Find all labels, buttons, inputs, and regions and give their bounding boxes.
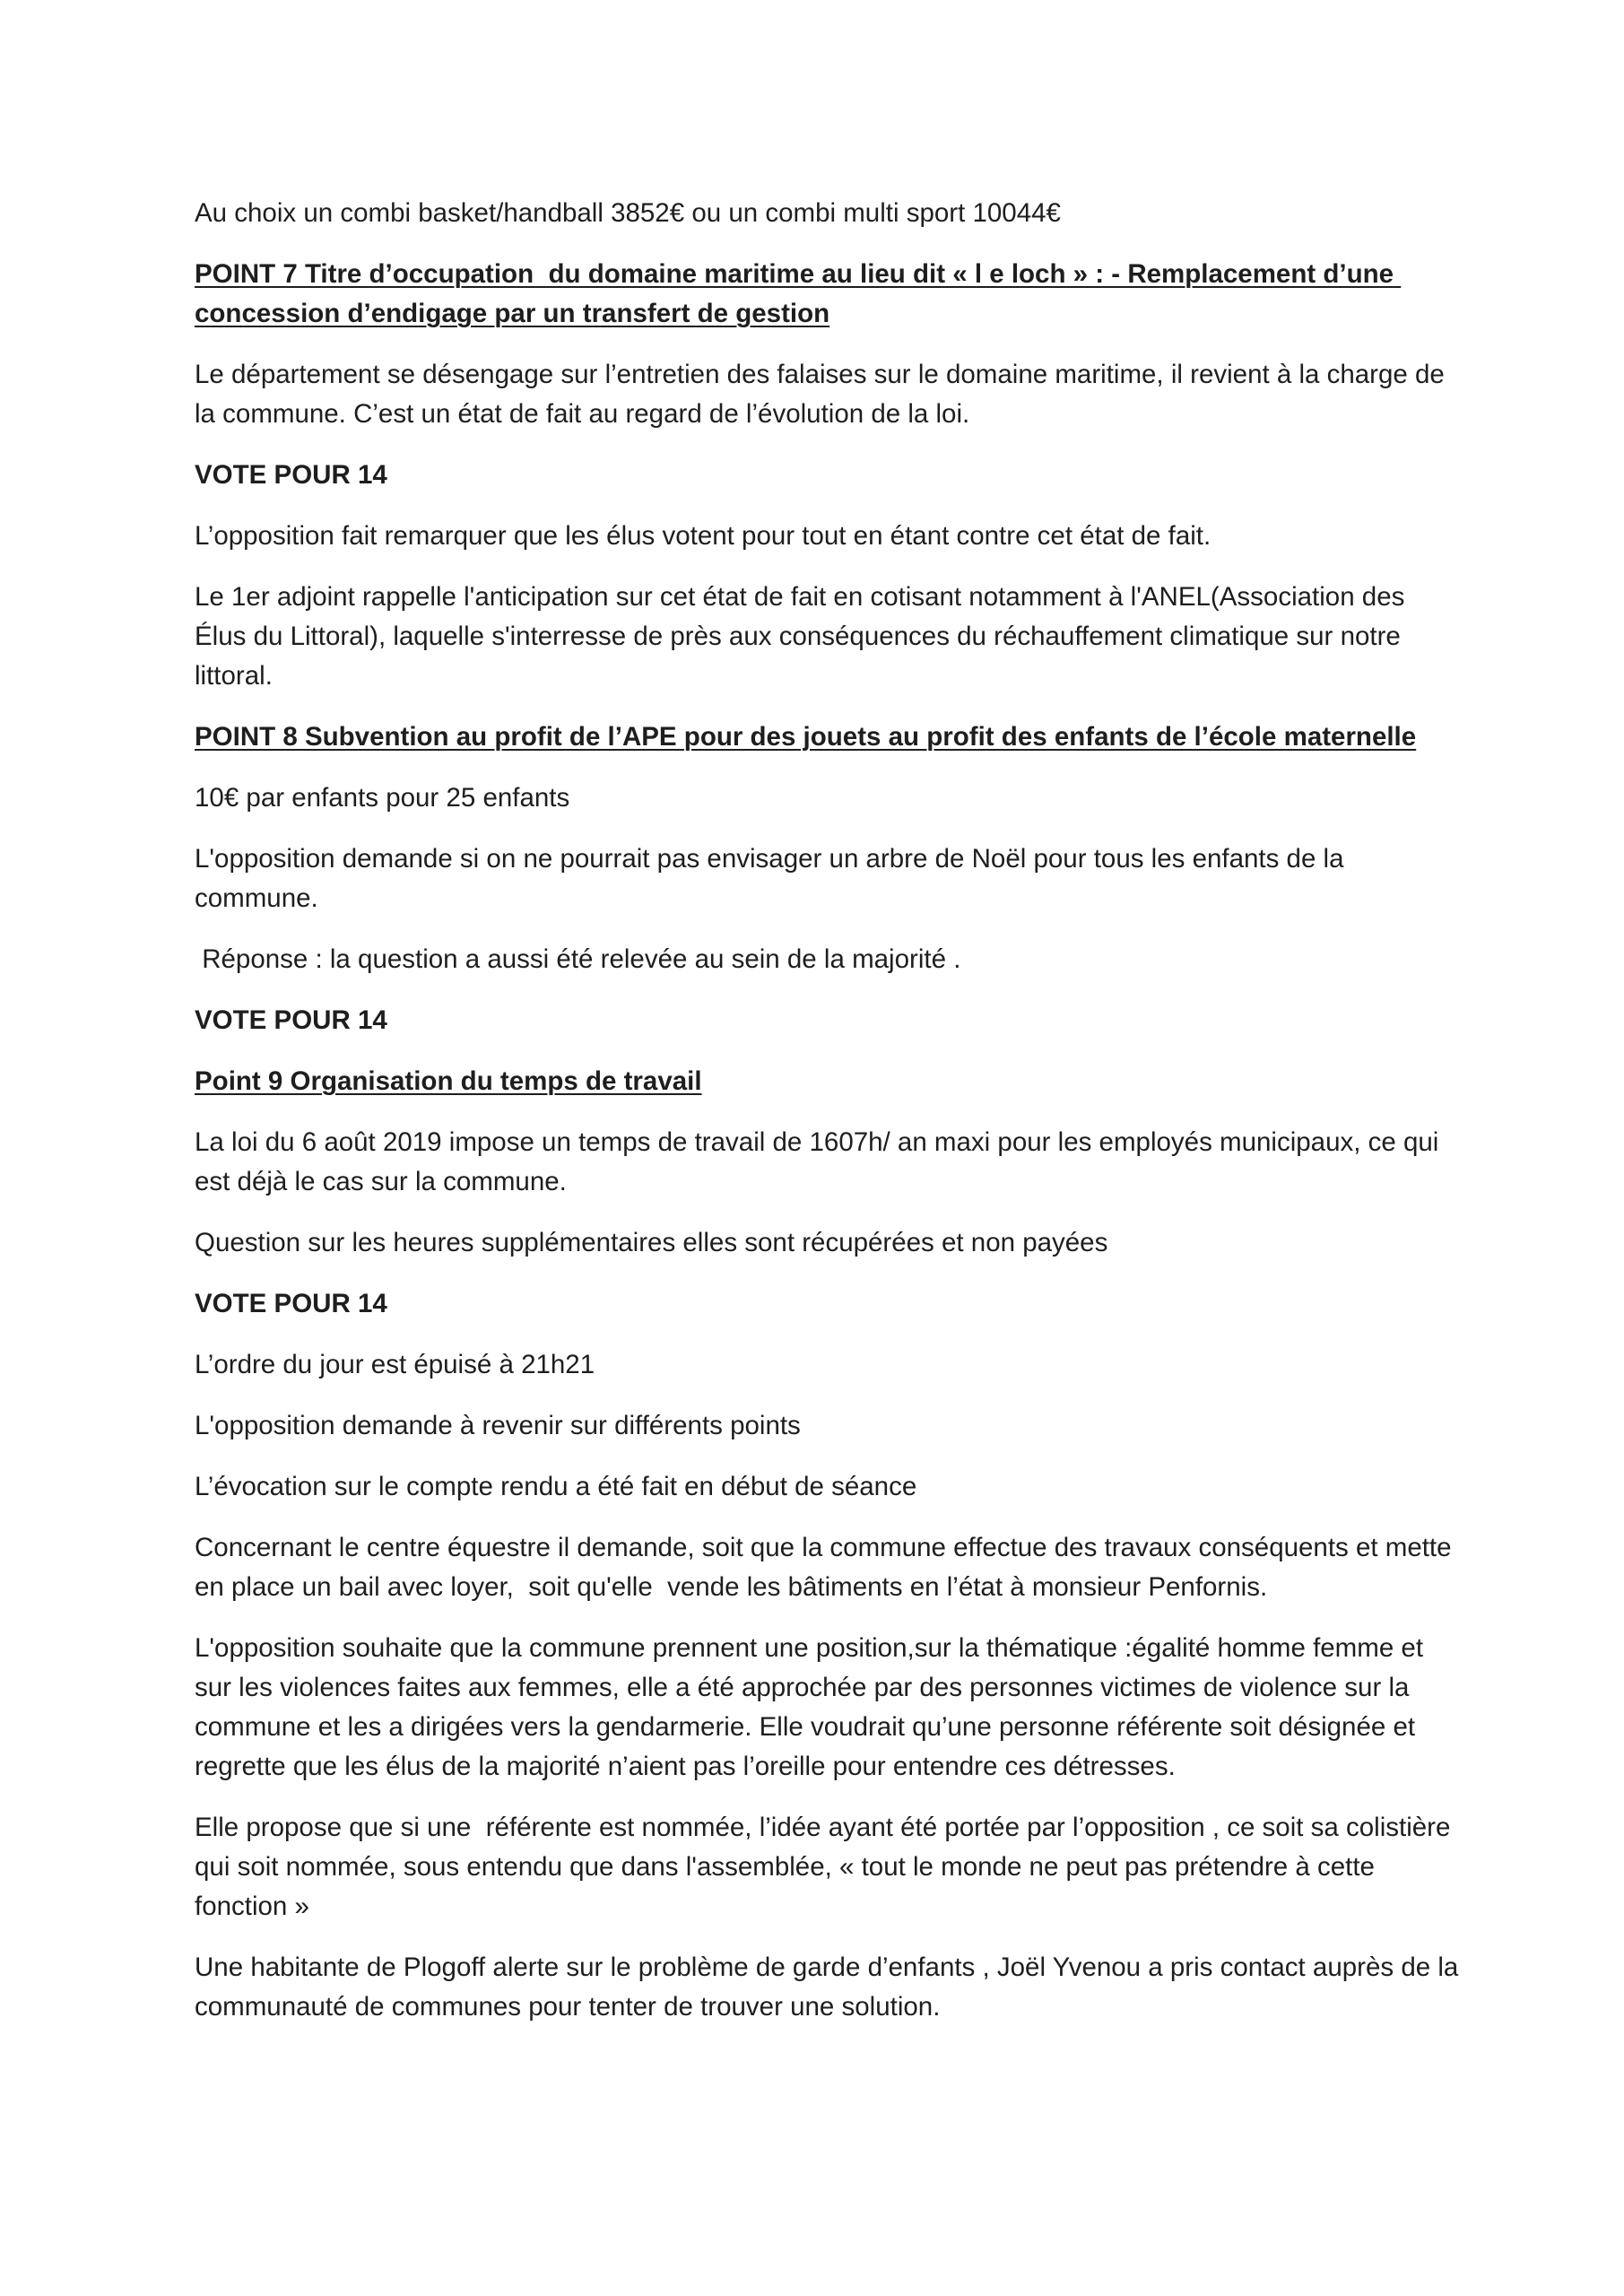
section-heading-point-7: POINT 7 Titre d’occupation du domaine maritime au lieu dit « l e loch » : - Remplacement d’une concession d’endigage par un transfert de gestion <box>195 259 1402 328</box>
paragraph: L'opposition demande à revenir sur différents points <box>195 1411 801 1440</box>
paragraph: La loi du 6 août 2019 impose un temps de travail de 1607h/ an maxi pour les employés municipaux, ce qui est déjà le cas sur la commune. <box>195 1127 1446 1196</box>
paragraph: Elle propose que si une référente est nommée, l’idée ayant été portée par l’opposition , ce soit sa colistière qui soit nommée, sous entendu que dans l'assemblée, « tout le monde ne peut pas prétendre à cette fonction » <box>195 1813 1458 1921</box>
paragraph: L'opposition souhaite que la commune prennent une position,sur la thématique :égalité homme femme et sur les violences faites aux femmes, elle a été approchée par des personnes victimes de violence sur la commune et les a dirigées vers la gendarmerie. Elle voudrait qu’une personne référente soit désignée et regrette que les élus de la majorité n’aient pas l’oreille pour entendre ces détresses. <box>195 1633 1431 1781</box>
paragraph: Réponse : la question a aussi été relevée au sein de la majorité . <box>195 944 961 974</box>
paragraph: L'opposition demande si on ne pourrait pas envisager un arbre de Noël pour tous les enfants de la commune. <box>195 844 1351 913</box>
document-page <box>195 194 1466 2048</box>
paragraph: Concernant le centre équestre il demande, soit que la commune effectue des travaux conséquents et mette en place un bail avec loyer, soit qu'elle vende les bâtiments en l’état à monsieur Penfornis. <box>195 1533 1459 1602</box>
paragraph: L’évocation sur le compte rendu a été fait en début de séance <box>195 1472 917 1501</box>
vote-result: VOTE POUR 14 <box>195 1289 387 1318</box>
paragraph: L’opposition fait remarquer que les élus votent pour tout en étant contre cet état de fait. <box>195 521 1211 551</box>
paragraph: Au choix un combi basket/handball 3852€ ou un combi multi sport 10044€ <box>195 198 1061 228</box>
section-heading-point-9: Point 9 Organisation du temps de travail <box>195 1066 702 1096</box>
paragraph: Question sur les heures supplémentaires elles sont récupérées et non payées <box>195 1228 1108 1257</box>
paragraph: Le département se désengage sur l’entretien des falaises sur le domaine maritime, il revient à la charge de la commune. C’est un état de fait au regard de l’évolution de la loi. <box>195 360 1453 429</box>
paragraph: 10€ par enfants pour 25 enfants <box>195 783 570 813</box>
vote-result: VOTE POUR 14 <box>195 1005 387 1035</box>
paragraph: Une habitante de Plogoff alerte sur le problème de garde d’enfants , Joël Yvenou a pris contact auprès de la communauté de communes pour tenter de trouver une solution. <box>195 1952 1466 2022</box>
paragraph: Le 1er adjoint rappelle l'anticipation sur cet état de fait en cotisant notamment à l'ANEL(Association des Élus du Littoral), laquelle s'interresse de près aux conséquences du réchauffement climatique sur notre littoral. <box>195 582 1412 691</box>
paragraph: L’ordre du jour est épuisé à 21h21 <box>195 1350 595 1379</box>
vote-result: VOTE POUR 14 <box>195 460 387 490</box>
section-heading-point-8: POINT 8 Subvention au profit de l’APE pour des jouets au profit des enfants de l’école maternelle <box>195 722 1417 752</box>
